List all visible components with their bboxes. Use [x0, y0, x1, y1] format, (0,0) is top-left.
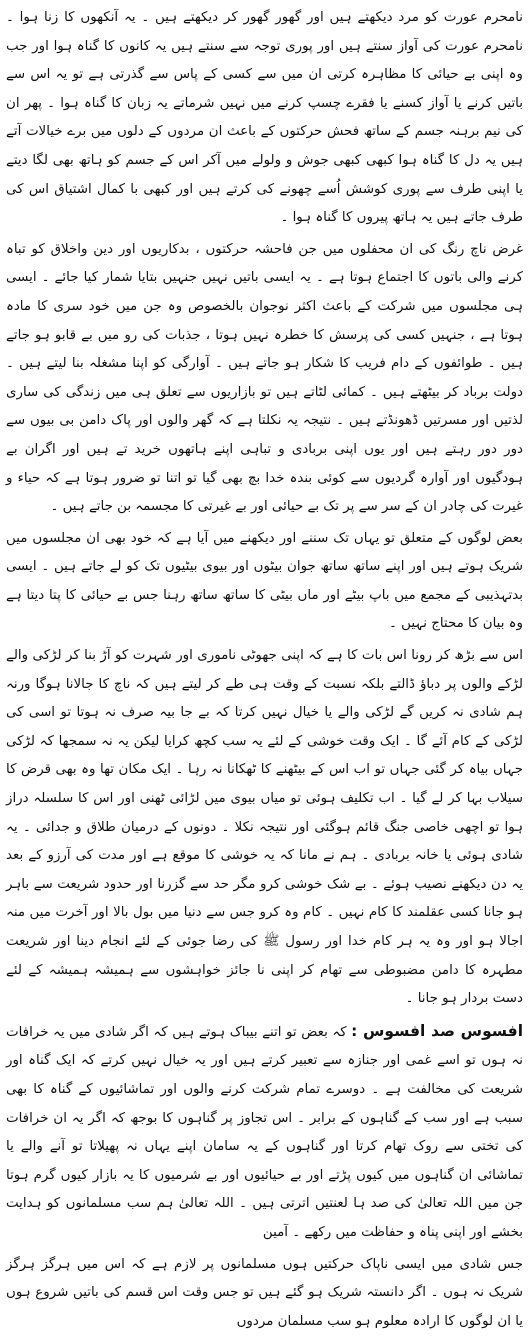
paragraph-families-attending: بعض لوگوں کے متعلق تو یہاں تک سننے اور دیکھنے میں آیا ہے کہ خود بھی ان مجلسوں میں شریک ہوتے ہیں اور اپنے ساتھ ساتھ جوان بیٹوں اور بیوی بیٹیوں تک کو لے جاتے ہیں ۔ ایسی بدتہذیبی کے مجمع میں باپ بیٹے اور ماں بیٹی کا ساتھ ساتھ رہنا جس بے حیائی کا پتا دیتا ہے وہ بیان کا محتاج نہیں ۔	[6, 530, 523, 632]
paragraph-lament	[6, 1017, 523, 1248]
paragraph-gazing-sins: نامحرم عورت کو مرد دیکھتے ہیں اور گھور گھور کر دیکھتے ہیں ۔ یہ آنکھوں کا زنا ہوا ۔ نامحرم عورت کی آواز سنتے ہیں اور پوری توجہ سے سنتے ہیں یہ کانوں کا گناہ ہوا اور جب وہ اپنی بے حیائی کا مظاہرہ کرتی ان میں سے کسی کے پاس سے گذرتی ہے تو یہ اس سے باتیں کرنے یا آواز کسنے یا فقرے چسپ کرنے میں نہیں شرماتے یہ زبان کا گناہ ہوا ۔ پھر ان کی نیم برہنہ جسم کے ساتھ فحش حرکتوں کے باعث ان مردوں کے دلوں میں برے خیالات آتے ہیں یہ دل کا گناہ ہوا کبھی کبھی جوش و ولولے میں آکر اس کے جسم کو ہاتھ بھی لگا دیتے یا اپنی طرف سے پوری کوشش اُسے چھونے کی کرتے ہیں اور کبھی با کمال اشتیاق اس کی طرف جاتے ہیں یہ ہاتھ پیروں کا گناہ ہوا ۔	[6, 10, 523, 226]
lament-heading: افسوس صد افسوس :	[351, 1021, 524, 1040]
paragraph-closing: جس شادی میں ایسی ناپاک حرکتیں ہوں مسلمانوں پر لازم ہے کہ اس میں ہرگز ہرگز شریک نہ ہوں ۔ اگر دانستہ شریک ہو گئے ہیں تو جس وقت اس قسم کی باتیں شروع ہوں یا ان لوگوں کا ارادہ معلوم ہو سب مسلمان مردوں	[6, 1256, 523, 1329]
lament-text: کہ بعض تو اتنے بیباک ہوتے ہیں کہ اگر شادی میں یہ خرافات نہ ہوں تو اسے غمی اور جنازہ سے تعبیر کرتے ہیں اور یہ خیال نہیں کرتے کہ ایک گناہ اور شریعت کی مخالفت ہے ۔ دوسرے تمام شرکت کرنے والوں اور تماشائیوں کے گناہ کا بھی سبب ہے اور سب کے گناہوں کے برابر ۔ اس تجاوز پر گناہوں کا بوجھ کہ اگر یہ ان خرافات کی تختی سے روک تھام کرتا اور گناہوں کے یہ سامان اپنے یہاں نہ پھیلاتا تو آنے والے یا تماشائی ان گناہوں میں کیوں پڑتے اور بے حیائیوں اور بے شرمیوں کا یہ بازار کیوں گرم ہوتا جن میں اللہ تعالیٰ کی صد ہا لعنتیں اترتی ہیں ۔ اللہ تعالیٰ ہم سب مسلمانوں کو ہدایت بخشے اور اپنی پناہ و حفاظت میں رکھے ۔ آمین	[6, 1024, 523, 1240]
paragraph-wedding-consequences: اس سے بڑھ کر رونا اس بات کا ہے کہ اپنی جھوٹی ناموری اور شہرت کو آڑ بنا کر لڑکی والے لڑکے والوں پر دباؤ ڈالتے بلکہ نسبت کے وقت ہی طے کر لیتے ہیں کہ ناچ کا جالانا ہوگا ورنہ ہم شادی نہ کریں گے لڑکی والے یا خیال نہیں کرتا کہ بے جا بیہ صرف نہ ہوتا تو اسی کی لڑکی کے کام آئے گا ۔ ایک وقت خوشی کے لئے یہ سب کچھ کرایا لیکن یہ نہ سمجھا کہ لڑکی جہاں بیاہ کر گئی جہاں تو اب اس کے بیٹھنے کا ٹھکانا نہ رہا ۔ ایک مکان تھا وہ بھی قرض کا سیلاب بہا کر لے گیا ۔ اب تکلیف ہوئی تو میاں بیوی میں لڑائی ٹھنی اور اس کا سلسلہ دراز ہوا تو اچھی خاصی جنگ قائم ہوگئی اور نتیجہ نکلا ۔ دونوں کے درمیان طلاق و جدائی ۔ یہ شادی ہوئی یا خانہ بربادی ۔ ہم نے مانا کہ یہ خوشی کا موقع ہے اور مدت کی آرزو کے بعد یہ دن دیکھنے نصیب ہوئے ۔ بے شک خوشی کرو مگر حد سے گزرنا اور حدود شریعت سے باہر ہو جانا کسی عقلمند کا کام نہیں ۔ کام وہ کرو جس سے دنیا میں بول بالا اور آخرت میں منہ اجالا ہو اور وہ یہ ہر کام خدا اور رسول ﷺ کی رضا جوئی کے لئے انجام دینا اور شریعت مطہرہ کا دامن مضبوطی سے تھام کر اپنی نا جائز خواہشوں سے ہمیشہ ہمیشہ کے لئے دست بردار ہو جانا ۔	[6, 648, 523, 1007]
paragraph-dance-gatherings: غرض ناچ رنگ کی ان محفلوں میں جن فاحشہ حرکتوں ، بدکاریوں اور دین واخلاق کو تباہ کرنے والی باتوں کا اجتماع ہوتا ہے ۔ یہ ایسی باتیں نہیں جنہیں بتایا شمار کیا جائے ۔ ایسی ہی مجلسوں میں شرکت کے باعث اکثر نوجوان بالخصوص وہ جن میں خود سری کا مادہ ہوتا ہے ، جنہیں کسی کی پرسش کا خطرہ نہیں ہوتا ، جذبات کی رو میں بے قابو ہو جاتے ہیں ۔ طوائفوں کے دام فریب کا شکار ہو جاتے ہیں ۔ آوارگی کو اپنا مشغلہ بنا لیتے ہیں ۔ دولت برباد کر بیٹھتے ہیں ۔ کمائی لٹاتے ہیں تو بازاریوں سے تعلق ہی میں زندگی کی ساری لذتیں اور مسرتیں ڈھونڈتے ہیں ۔ نتیجہ یہ نکلتا ہے کہ گھر والوں اور پاک دامن بی بیوں سے دور دور رہتے ہیں اور یوں اپنی بربادی و تباہی اپنے ہاتھوں خرید تے ہیں اور اگران بے ہودگیوں اور آوارہ گردیوں سے کوئی بندہ خدا بچ بھی گیا تو اتنا تو ضرور ہوتا ہے کہ حیاء و غیرت کی چادر ان کے سر سے پر تک بے حیائی اور بے غیرتی کا مجسمہ بن جاتے ہیں ۔	[6, 241, 523, 515]
